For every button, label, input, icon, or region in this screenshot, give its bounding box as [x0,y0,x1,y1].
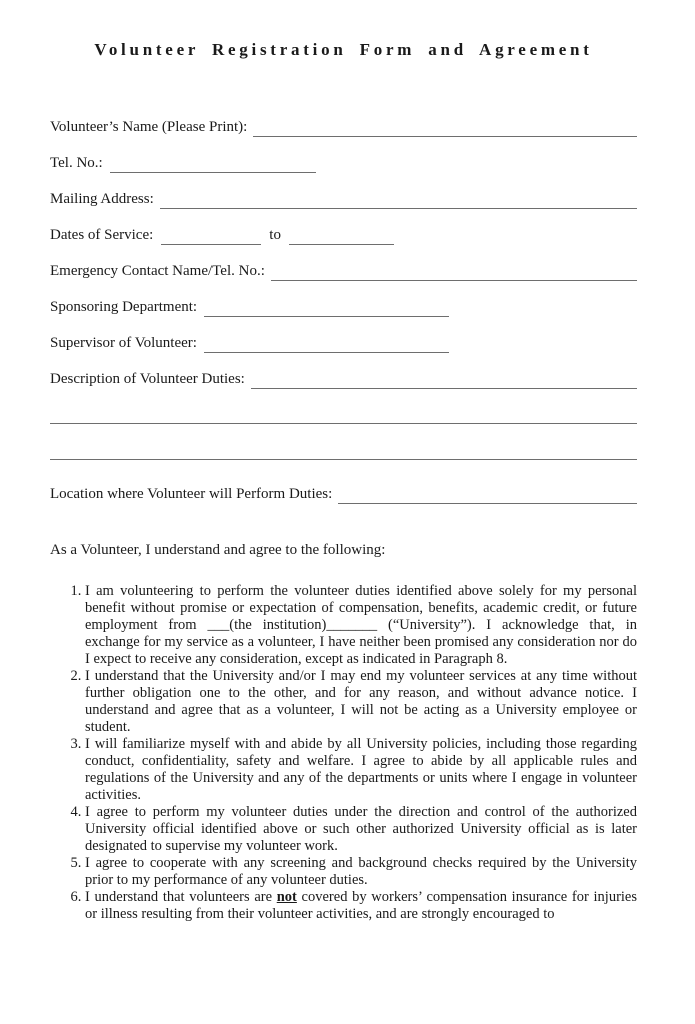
duties-description-label: Description of Volunteer Duties: [50,371,245,387]
supervisor-input-line[interactable] [204,335,449,353]
form-fields [50,118,637,504]
duties-description-continuation-row [50,406,637,425]
tel-no-label: Tel. No.: [50,155,103,171]
tel-no-input-line[interactable] [110,155,316,173]
supervisor-label: Supervisor of Volunteer: [50,335,197,351]
duties-description-input-line-2[interactable] [50,406,637,424]
emergency-contact-input-line[interactable] [271,263,637,281]
field-supervisor [50,334,637,353]
mailing-address-input-line[interactable] [160,191,637,209]
field-tel-no [50,154,637,173]
agreement-item-3 [85,736,637,804]
agreement-item-6-emphasis: not [276,889,297,905]
field-mailing-address [50,190,637,209]
volunteer-name-label: Volunteer’s Name (Please Print): [50,119,248,135]
mailing-address-label: Mailing Address: [50,191,154,207]
dates-of-service-label: Dates of Service: [50,227,154,243]
field-sponsoring-department [50,298,637,317]
field-duties-description [50,370,637,389]
page-title: Volunteer Registration Form and Agreement [94,40,593,59]
agreement-item-2 [85,668,637,736]
field-volunteer-name [50,118,637,137]
duties-description-input-line-3[interactable] [50,442,637,460]
agreement-item-6-suffix: covered by workers’ compensation insurance for injuries or illness resulting from their volunteer activities, and are strongly encouraged to [85,889,637,922]
duties-location-input-line[interactable] [338,486,637,504]
agreement-item-6-prefix: I understand that volunteers are [85,889,277,905]
field-dates-of-service [50,226,637,245]
duties-description-input-line-1[interactable] [251,371,637,389]
duties-description-continuation-row [50,442,637,461]
service-end-date-input-line[interactable] [289,227,394,245]
sponsoring-department-label: Sponsoring Department: [50,299,198,315]
agreement-item-1 [85,583,637,668]
emergency-contact-label: Emergency Contact Name/Tel. No.: [50,263,265,279]
agreement-item-3-text: I will familiarize myself with and abide by all University policies, including those regarding conduct, confidentiality, safety and welfare. I agree to abide by all applicable rules and regulations of the University and any of the departments or units where I engage in volunteer activities. [85,736,637,803]
agreement-item-5 [85,855,637,889]
volunteer-name-input-line[interactable] [253,119,637,137]
agreement-item-1-text: I am volunteering to perform the volunteer duties identified above solely for my personal benefit without promise or expectation of compensation, benefits, academic credit, or future employment from ___(the institution)_______ (“University”). I acknowledge that, in exchange for my service as a volunteer, I have neither been promised any consideration nor do I expect to receive any consideration, except as indicated in Paragraph 8. [85,583,637,667]
field-duties-location [50,485,637,504]
agreement-item-2-text: I understand that the University and/or I may end my volunteer services at any time without further obligation one to the other, and for any reason, and without advance notice. I understand and agree that as a volunteer, I will not be acting as a University employee or student. [85,668,637,735]
dates-connector-label: to [269,227,281,243]
sponsoring-department-input-line[interactable] [204,299,449,317]
agreement-item-4 [85,804,637,855]
agreement-item-4-text: I agree to perform my volunteer duties under the direction and control of the authorized University official identified above or such other authorized University official as is later designated to supervise my volunteer work. [85,804,637,854]
agreement-item-5-text: I agree to cooperate with any screening and background checks required by the University prior to my performance of any volunteer duties. [85,855,637,888]
field-emergency-contact [50,262,637,281]
agreement-list [50,583,637,923]
service-start-date-input-line[interactable] [161,227,261,245]
agreement-intro: As a Volunteer, I understand and agree to the following: [50,542,386,558]
duties-location-label: Location where Volunteer will Perform Duties: [50,486,333,502]
agreement-item-6 [85,889,637,923]
